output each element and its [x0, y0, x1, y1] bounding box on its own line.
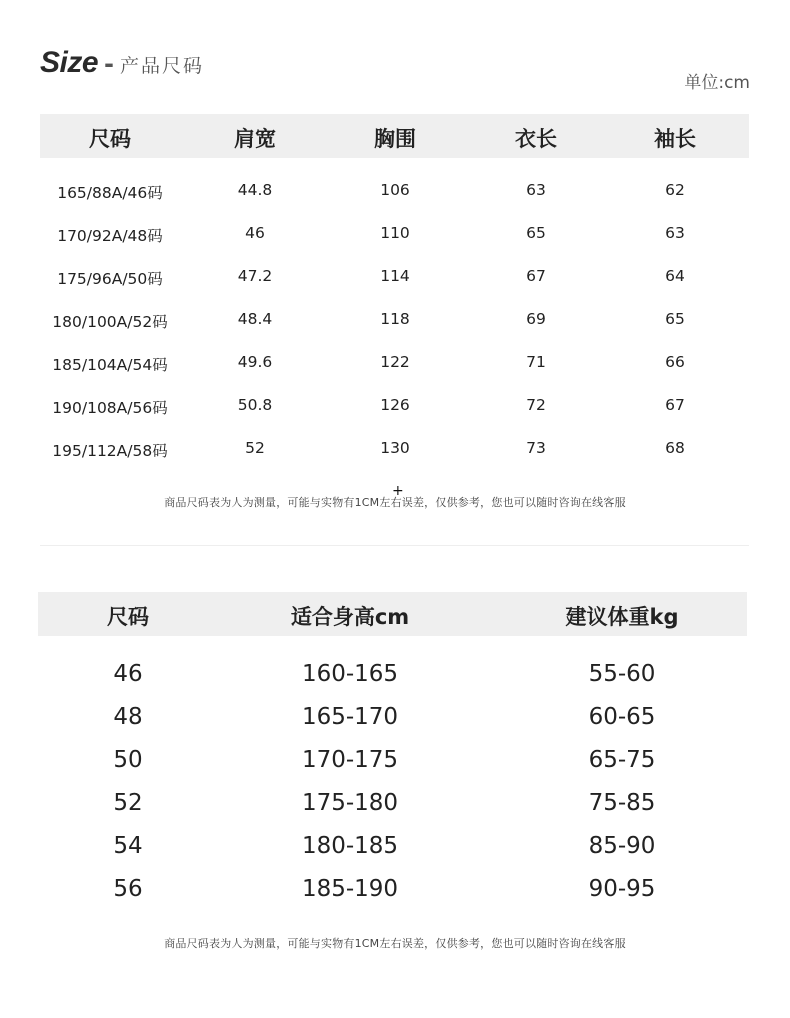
size-table-cell: 175/96A/50码 — [57, 270, 163, 288]
section-divider — [40, 545, 749, 546]
fit-table-cell: 50 — [113, 747, 143, 773]
size-table-cell: 165/88A/46码 — [57, 184, 163, 202]
fit-table-cell: 65-75 — [588, 747, 656, 773]
size-table-cell: 114 — [380, 267, 410, 285]
size-table-cell: 48.4 — [237, 310, 273, 328]
size-table-cell: 47.2 — [237, 267, 273, 285]
size-table-cell: 67 — [665, 396, 685, 414]
fit-table-cell: 75-85 — [588, 790, 656, 816]
size-table-cell: 106 — [380, 181, 410, 199]
size-table-cell: 190/108A/56码 — [52, 399, 168, 417]
size-table-cell: 69 — [526, 310, 546, 328]
fit-table-cell: 160-165 — [301, 661, 399, 687]
title-cn: 产品尺码 — [120, 55, 205, 77]
fit-table-cell: 54 — [113, 833, 143, 859]
size-table-cell: 195/112A/58码 — [52, 442, 168, 460]
size-table-header-cell: 胸围 — [374, 127, 416, 151]
fit-table-header-cell: 建议体重kg — [565, 605, 679, 629]
size-table-cell: 185/104A/54码 — [52, 356, 168, 374]
size-table-cell: 49.6 — [237, 353, 273, 371]
size-table-cell: 126 — [380, 396, 410, 414]
fit-table-note: 商品尺码表为人为测量，可能与实物有1CM左右误差，仅供参考，您也可以随时咨询在线客服 — [164, 937, 626, 950]
size-table-cell: 110 — [380, 224, 410, 242]
size-table-cell: 64 — [665, 267, 685, 285]
size-table-cell: 71 — [526, 353, 546, 371]
size-table-cell: 62 — [665, 181, 685, 199]
size-table-cell: 63 — [526, 181, 546, 199]
size-table-cell: 72 — [526, 396, 546, 414]
fit-table-cell: 180-185 — [301, 833, 399, 859]
size-table-cell: 50.8 — [237, 396, 273, 414]
size-table-note: 商品尺码表为人为测量，可能与实物有1CM左右误差，仅供参考，您也可以随时咨询在线客服 — [164, 496, 626, 509]
size-table-cell: 65 — [526, 224, 546, 242]
fit-table-cell: 48 — [113, 704, 143, 730]
fit-table-header-cell: 适合身高cm — [290, 605, 410, 629]
fit-table-cell: 185-190 — [301, 876, 399, 902]
fit-table-cell: 175-180 — [301, 790, 399, 816]
size-table-cell: 122 — [380, 353, 410, 371]
size-table-cell: 44.8 — [237, 181, 273, 199]
page-title — [40, 46, 204, 80]
size-table-cell: 118 — [380, 310, 410, 328]
fit-table-cell: 165-170 — [301, 704, 399, 730]
size-table-cell: 68 — [665, 439, 685, 457]
size-table-header-cell: 衣长 — [515, 127, 557, 151]
size-table-cell: 46 — [245, 224, 265, 242]
size-table-header-cell: 肩宽 — [234, 127, 276, 151]
size-table-cell: 170/92A/48码 — [57, 227, 163, 245]
size-table-cell: 63 — [665, 224, 685, 242]
size-table-cell: 52 — [245, 439, 265, 457]
fit-table-cell: 52 — [113, 790, 143, 816]
size-table-cell: 180/100A/52码 — [52, 313, 168, 331]
fit-table-cell: 85-90 — [588, 833, 656, 859]
size-table-header-cell: 袖长 — [654, 127, 696, 151]
size-table-cell: 130 — [380, 439, 410, 457]
fit-table-cell: 55-60 — [588, 661, 656, 687]
fit-table-cell: 170-175 — [301, 747, 399, 773]
crosshair-cursor-icon: + — [392, 483, 404, 499]
size-table-cell: 65 — [665, 310, 685, 328]
fit-table-cell: 46 — [113, 661, 143, 687]
fit-table-header-cell: 尺码 — [107, 605, 149, 629]
fit-table-cell: 90-95 — [588, 876, 656, 902]
unit-label: 单位:cm — [684, 73, 750, 93]
size-table-cell: 67 — [526, 267, 546, 285]
fit-table-cell: 56 — [113, 876, 143, 902]
title-dash: - — [104, 50, 114, 78]
title-en: Size — [40, 46, 99, 79]
size-table-cell: 66 — [665, 353, 685, 371]
size-table-header-cell: 尺码 — [89, 127, 131, 151]
size-table-cell: 73 — [526, 439, 546, 457]
fit-table-cell: 60-65 — [588, 704, 656, 730]
